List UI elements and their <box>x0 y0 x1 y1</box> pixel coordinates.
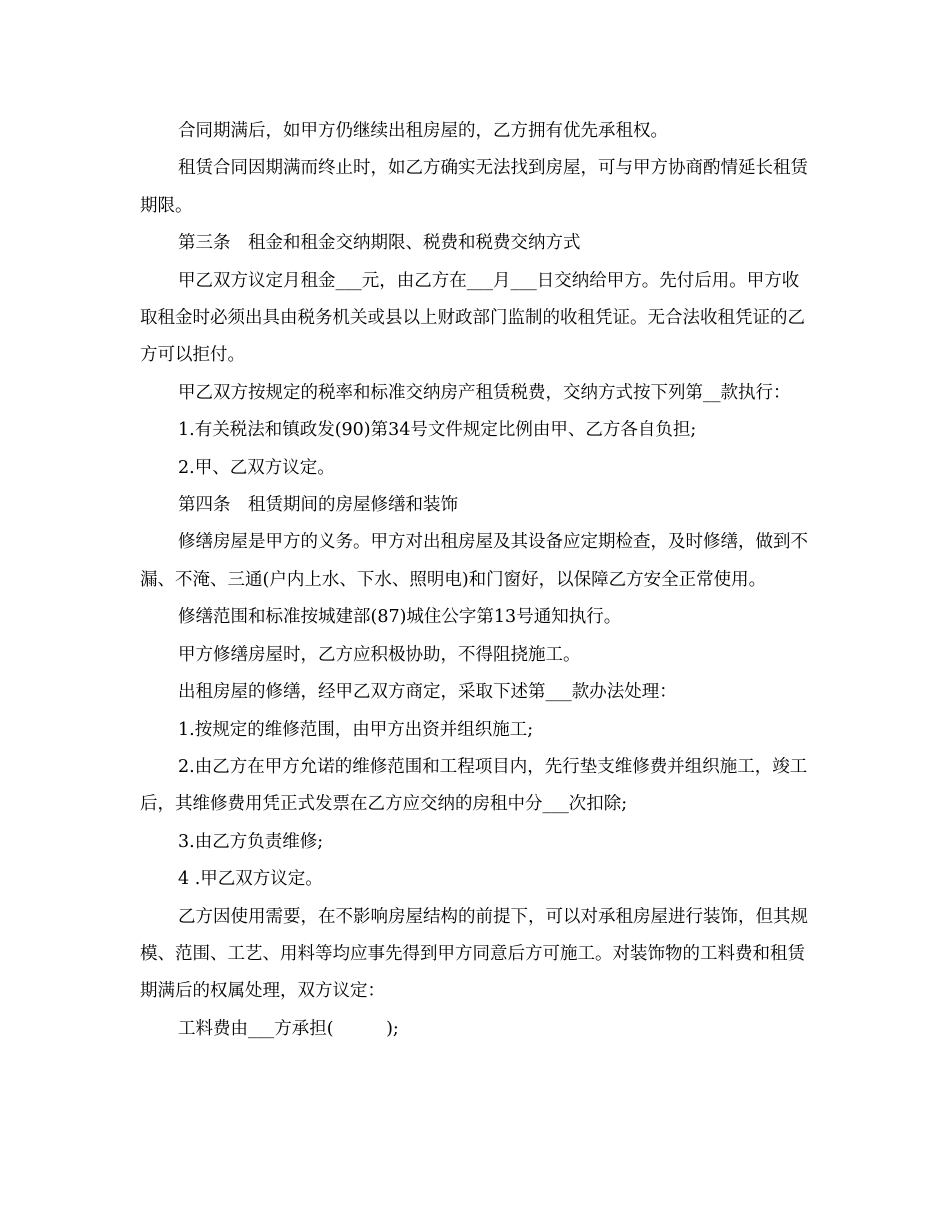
article-4-heading: 第四条 租赁期间的房屋修缮和装饰 <box>178 495 458 516</box>
paragraph-monthly-rent: 甲乙双方议定月租金___元，由乙方在___月___日交纳给甲方。先付后用。甲方收取租金时必须出具由税务机关或县以上财政部门监制的收租凭证。无合法收租凭证的乙方可以拒付。 <box>140 270 805 366</box>
document-body <box>140 113 810 1048</box>
repair-option-2: 2.由乙方在甲方允诺的维修范围和工程项目内，先行垫支维修费并组织施工，竣工后，其维修费用凭正式发票在乙方应交纳的房租中分___次扣除; <box>140 756 808 815</box>
paragraph-decoration: 乙方因使用需要，在不影响房屋结构的前提下，可以对承租房屋进行装饰，但其规模、范围、工艺、用料等均应事先得到甲方同意后方可施工。对装饰物的工料费和租赁期满后的权属处理，双方议定： <box>140 906 808 1002</box>
repair-option-4: 4 .甲乙双方议定。 <box>178 869 323 890</box>
paragraph-repair-duty: 修缮房屋是甲方的义务。甲方对出租房屋及其设备应定期检查，及时修缮，做到不漏、不淹、三通(户内上水、下水、照明电)和门窗好，以保障乙方安全正常使用。 <box>140 532 808 590</box>
article-3-heading: 第三条 租金和租金交纳期限、税费和税费交纳方式 <box>178 233 581 254</box>
tax-option-1: 1.有关税法和镇政发(90)第34号文件规定比例由甲、乙方各自负担; <box>178 420 697 441</box>
repair-option-1: 1.按规定的维修范围，由甲方出资并组织施工; <box>178 719 534 740</box>
paragraph-tax-payment: 甲乙双方按规定的税率和标准交纳房产租赁税费，交纳方式按下列第__款执行： <box>178 382 791 403</box>
paragraph-repair-scope: 修缮范围和标准按城建部(87)城住公字第13号通知执行。 <box>178 607 622 628</box>
paragraph-repair-cooperation: 甲方修缮房屋时，乙方应积极协助，不得阻挠施工。 <box>178 644 581 665</box>
paragraph-renewal-priority: 合同期满后，如甲方仍继续出租房屋的，乙方拥有优先承租权。 <box>178 121 668 141</box>
paragraph-material-cost: 工料费由___方承担( ); <box>178 1018 399 1039</box>
tax-option-2: 2.甲、乙双方议定。 <box>178 457 335 478</box>
repair-option-3: 3.由乙方负责维修; <box>178 831 324 852</box>
paragraph-repair-method: 出租房屋的修缮，经甲乙双方商定，采取下述第___款办法处理： <box>178 682 677 703</box>
paragraph-lease-extension: 租赁合同因期满而终止时，如乙方确实无法找到房屋，可与甲方协商酌情延长租赁期限。 <box>140 158 808 216</box>
